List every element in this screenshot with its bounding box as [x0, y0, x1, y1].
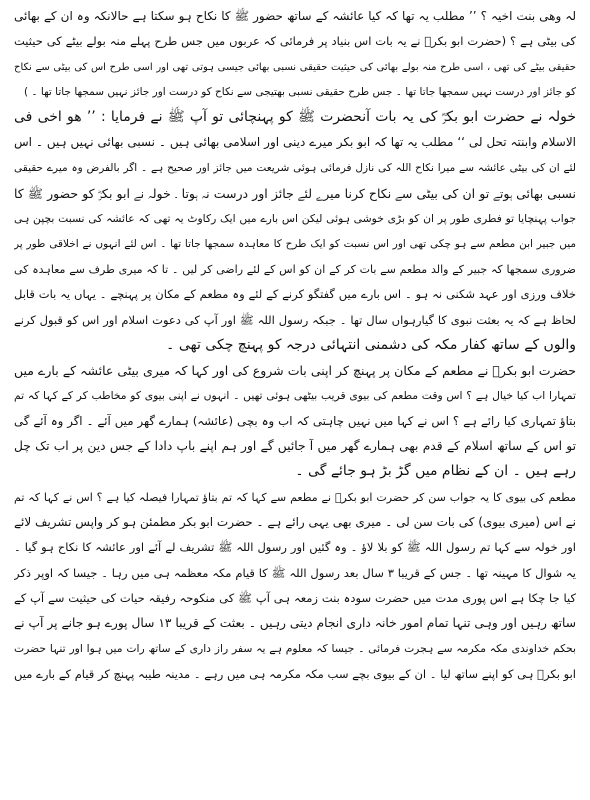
text-line: ابو بکرؓ ہی کو اپنے ساتھ لیا ۔ ان کے بیوی بچے سب مکہ مکرمہ ہی میں رہے ۔ مدینہ طیبہ پہنچ کر قیام کے بارے میں: [14, 666, 576, 681]
urdu-text-column: [14, 4, 576, 687]
text-line: لہ وھی بنت اخیہ ؟ ’’ مطلب یہ تھا کہ کیا عائشہ کے ساتھ حضور ﷺ کا نکاح ہو سکتا ہے حالانکہ وہ ان کے بھائی: [14, 9, 576, 23]
text-line: تو اس کے ساتھ اسلام کے قدم بھی ہمارے گھر میں آ جائیں گے اور ہم اپنے باپ دادا کے جس دین پر اب تک چل: [14, 439, 576, 454]
text-line: نے اس (میری بیوی) کی بات سن لی ۔ میری بھی یہی رائے ہے ۔ حضرت ابو بکر مطمئن ہو کر واپس تشریف لائے: [14, 514, 576, 529]
text-line: نسبی بھائی ہوتے تو ان کی بیٹی سے نکاح کرنا میرے لئے جائز اور درست نہ ہوتا ۔ خولہ نے ابو بکرؓ کو حضور ﷺ کا: [14, 186, 576, 202]
text-line: کی بیٹی ہے ؟ (حضرت ابو بکرؓ نے یہ بات اس بنیاد پر فرمائی کہ عربوں میں جس طرح پہلے منہ بولے بیٹے کی حیثیت: [14, 34, 576, 49]
text-line: لئے ان کی بیٹی عائشہ سے میرا نکاح اللہ کی نازل فرمائی ہوئی شریعت میں جائز اور صحیح ہے ۔ اگر بالفرض وہ میرے حقیقی: [14, 161, 576, 174]
text-line: کیا جا چکا ہے اس پوری مدت میں حضرت سودہ بنت زمعہ ہی آپ ﷺ کی منکوحہ رفیقہ حیات کی حیثیت سے آپ کے: [14, 590, 576, 605]
text-line: رہے ہیں ۔ ان کے نظام میں گڑ بڑ ہو جائے گی ۔: [295, 463, 576, 480]
text-line: الاسلام وابنتہ تحل لی ‘‘ مطلب یہ تھا کہ ابو بکر میرے دینی اور اسلامی بھائی ہیں ۔ نسبی بھائی نہیں ہیں ۔ اس: [14, 135, 576, 150]
text-line: بتاؤ تمہاری کیا رائے ہے ؟ اس نے کہا میں نہیں چاہتی کہ اب وہ بچی (عائشہ) ہمارے گھر میں آئے ۔ اگر وہ آئے گی: [14, 413, 576, 428]
text-line: ساتھ رہیں اور وہی تنہا تمام امور خانہ داری انجام دیتی رہیں ۔ بعثت کے قریبا ۱۳ سال پورے ہو جانے پر آپ نے: [14, 616, 576, 631]
text-line: کو جائز اور درست نہیں سمجھا جاتا تھا ۔ جس طرح حقیقی نسبی بھتیجی سے نکاح کو درست اور جائز نہیں سمجھا جاتا تھا ۔ ): [23, 85, 576, 98]
text-line: اور خولہ سے کہا تم رسول اللہ ﷺ کو بلا لاؤ ۔ وہ گئیں اور رسول اللہ ﷺ تشریف لے آئے اور عائشہ کا نکاح ہو گیا ۔: [14, 540, 576, 555]
text-line: خلاف ورزی اور عہد شکنی نہ ہو ۔ اس بارے میں گفتگو کرنے کے لئے وہ مطعم کے مکان پر پہنچے ۔ یہاں یہ بات قابل: [14, 287, 576, 302]
text-line: والوں کے ساتھ کفار مکہ کی دشمنی انتہائی درجہ کو پہنچ چکی تھی ۔: [166, 336, 576, 353]
text-line: لحاظ ہے کہ یہ بعثت نبوی کا گیارہواں سال تھا ۔ جبکہ رسول اللہ ﷺ اور آپ کی دعوت اسلام اور اس کو قبول کرنے: [14, 312, 576, 327]
text-line: خولہ نے حضرت ابو بکرؓ کی یہ بات آنحضرت ﷺ کو پہنچائی تو آپ ﷺ نے فرمایا : ’’ ھو اخی فی: [14, 109, 576, 126]
text-line: یہ شوال کا مہینہ تھا ۔ جس کے قریبا ۳ سال بعد رسول اللہ ﷺ کا قیام مکہ معظمہ ہی میں رہا ۔ جیسا کہ اوپر ذکر: [14, 565, 576, 580]
text-line: تمہارا اب کیا خیال ہے ؟ اس وقت مطعم کی بیوی قریب بیٹھی ہوئی تھیں ۔ انہوں نے اپنی بیوی کو مخاطب کر کے کہا کہ تم: [14, 389, 576, 403]
text-line: بحکم خداوندی مکہ مکرمہ سے ہجرت فرمائی ۔ جیسا کہ معلوم ہے یہ سفر راز داری کے ساتھ رات میں ہوا اور تنہا حضرت: [14, 642, 576, 656]
text-line: حقیقی بیٹے کی تھی ، اسی طرح منہ بولے بھائی کی حیثیت حقیقی نسبی بھائی جیسی ہوتی تھی اور اسی طرح اس کی بیٹی سے نکاح: [14, 61, 576, 73]
text-line: مطعم کی بیوی کا یہ جواب سن کر حضرت ابو بکرؓ نے مطعم سے کہا کہ تم بتاؤ تمہارا فیصلہ کیا ہے ؟ اس نے کہا کہ تم: [14, 490, 576, 504]
text-line: میں جبیر ابن مطعم سے ہو چکی تھی اور اس نسبت کو ایک طرح کا معاہدہ سمجھا جاتا تھا ۔ اس لئے انہوں نے اخلاقی طور پر: [14, 237, 576, 250]
text-line: ضروری سمجھا کہ جبیر کے والد مطعم سے بات کر کے ان کو اس کے لئے راضی کر لیں ۔ تا کہ میری طرف سے معاہدہ کی: [14, 262, 576, 276]
text-line: جواب پہنچایا تو فطری طور پر ان کو بڑی خوشی ہوئی لیکن اس بارے میں ایک رکاوٹ یہ تھی کہ عائشہ کی نسبت بچپن ہی: [14, 212, 576, 226]
text-line: حضرت ابو بکرؓ نے مطعم کے مکان پر پہنچ کر اپنی بات شروع کی اور کہا کہ میری بیٹی عائشہ کے بارے میں: [14, 363, 576, 379]
